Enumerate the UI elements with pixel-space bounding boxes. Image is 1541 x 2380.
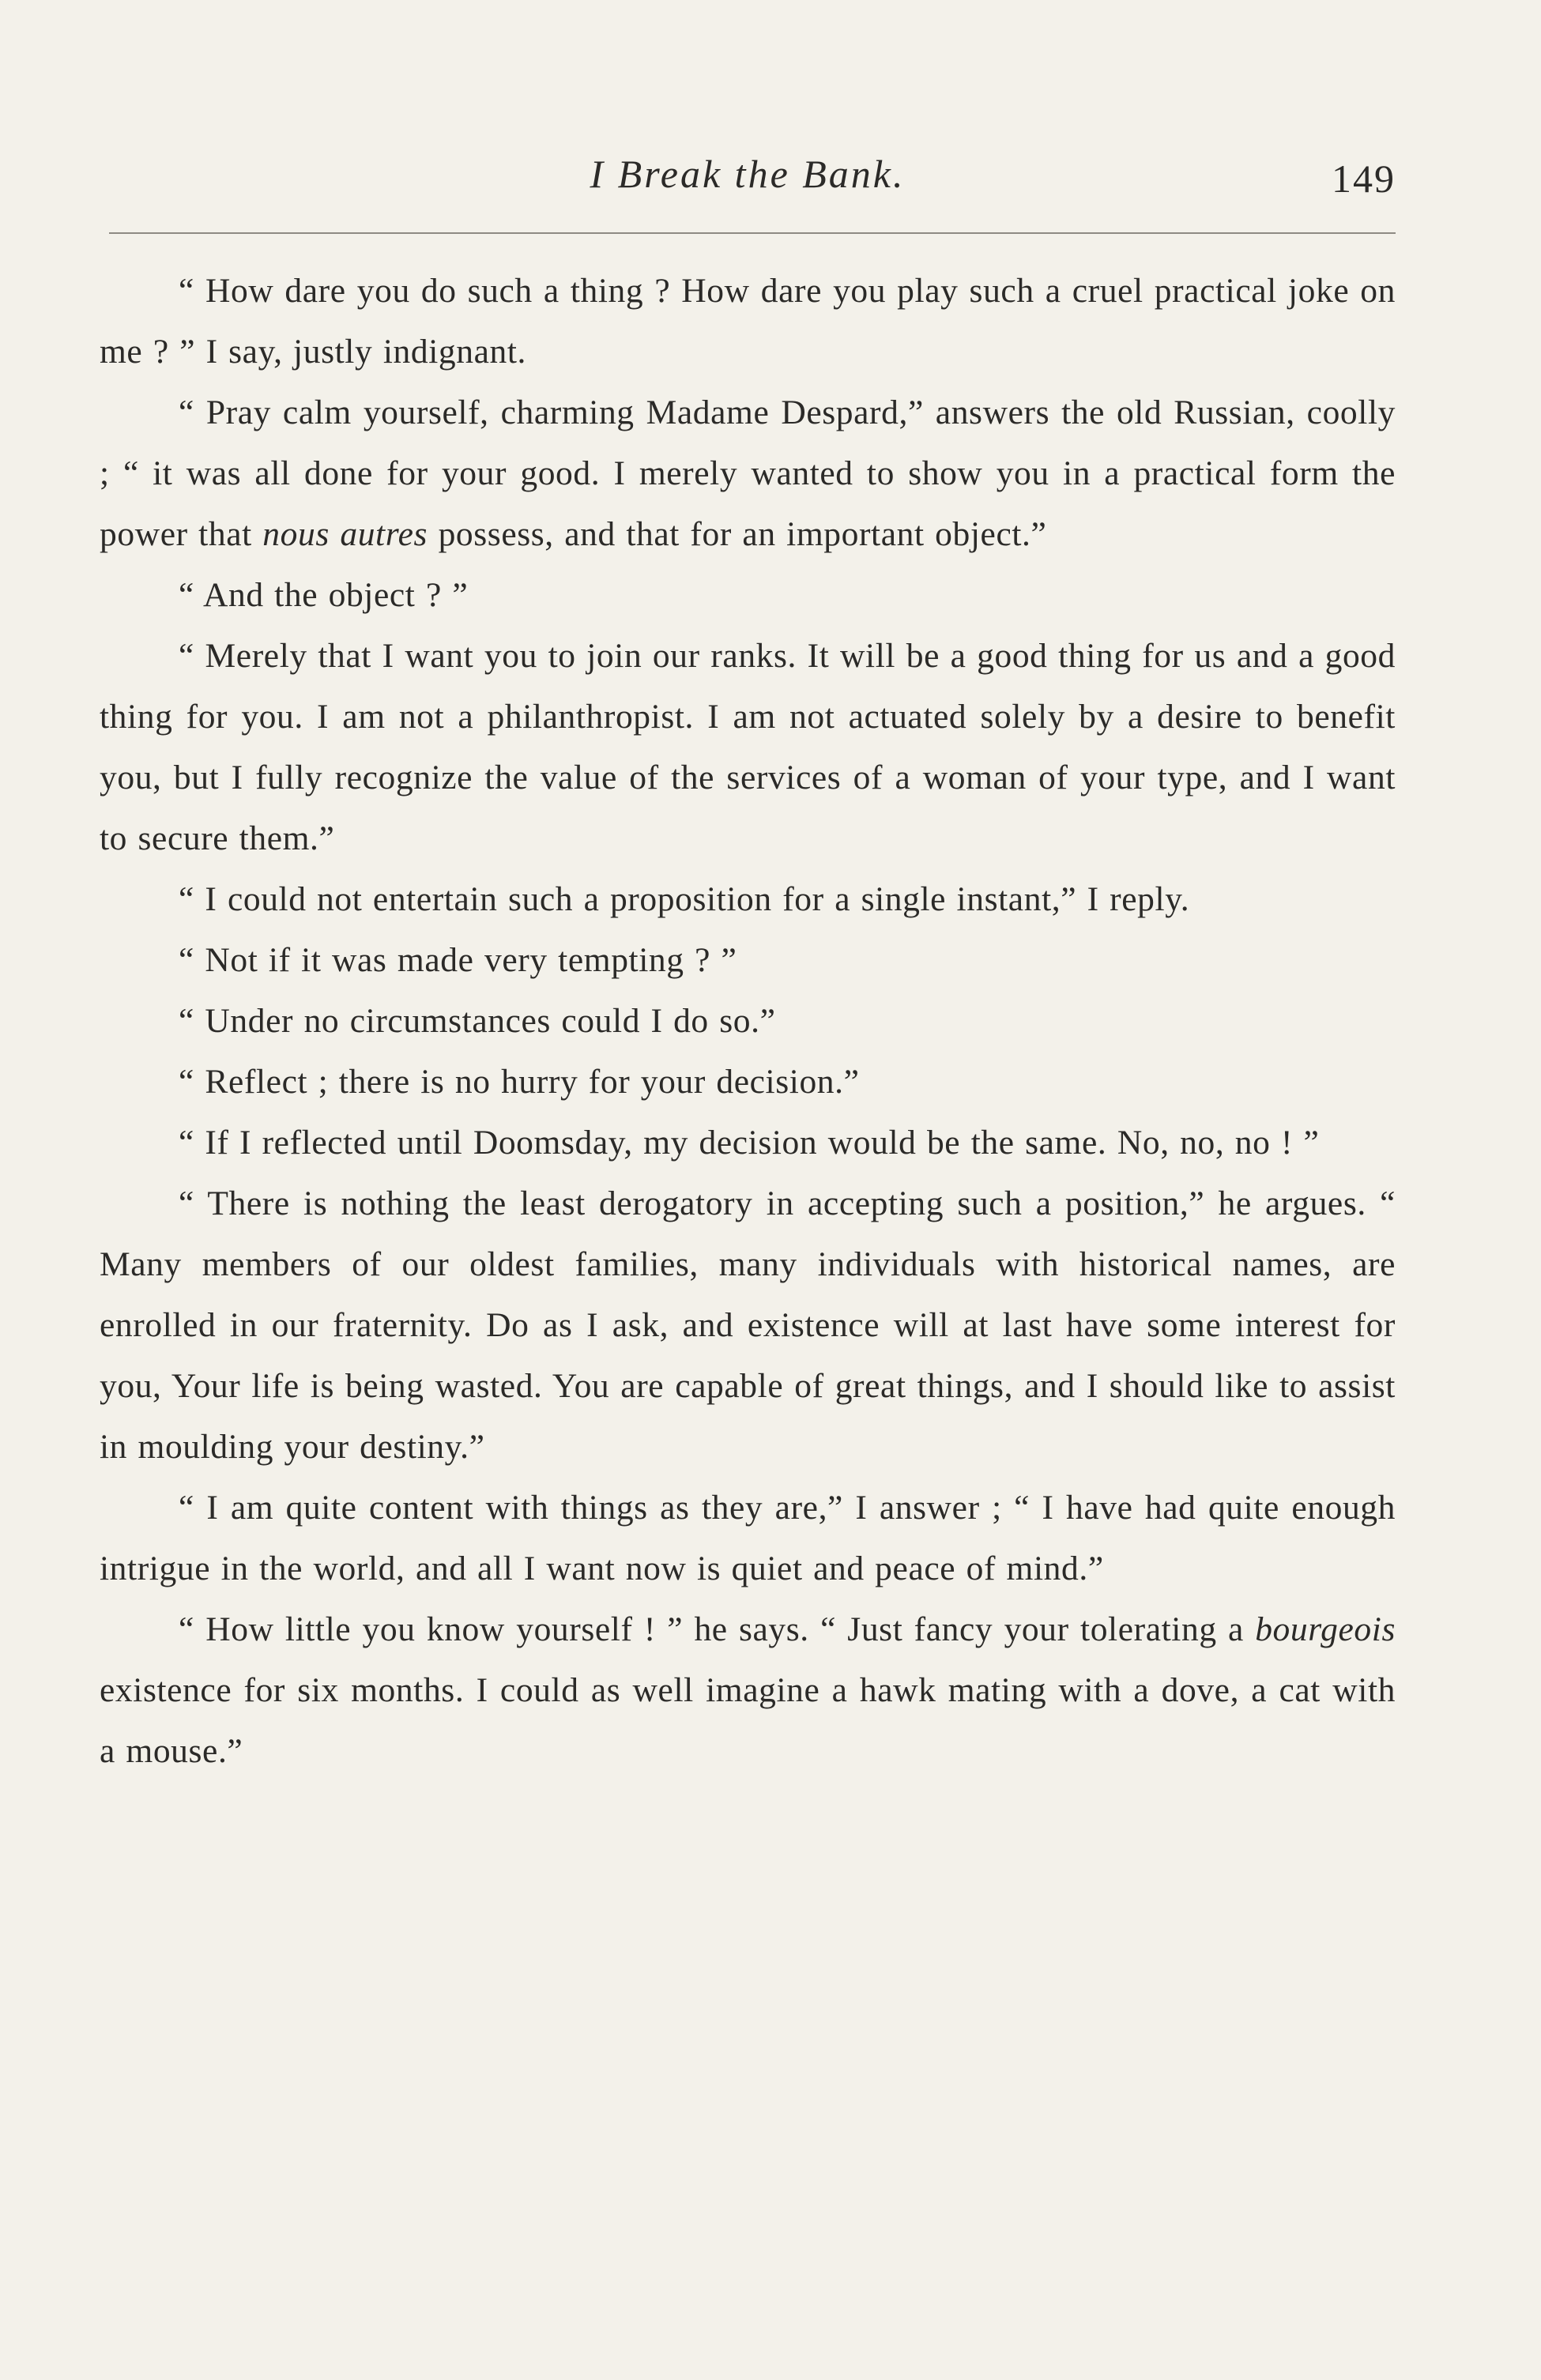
paragraph-text: “ Not if it was made very tempting ? ” [179,941,737,979]
paragraph [100,1113,1396,1173]
running-head [100,142,1396,205]
paragraph [100,626,1396,869]
page-number: 149 [1332,156,1396,201]
running-title: I Break the Bank. [590,152,906,196]
paragraph [100,1052,1396,1113]
paragraph-text: “ Merely that I want you to join our ranks. It will be a good thing for us and a good thing for you. I am not a philanthropist. I am not actuated solely by a desire to benefit you, but I fully recognize the value of the services of a woman of your type, and I want to secure them.” [100,637,1396,857]
italic-phrase: nous autres [262,515,428,553]
paragraph [100,930,1396,991]
italic-phrase: bourgeois [1255,1610,1396,1648]
paragraph [100,1478,1396,1599]
paragraph [100,565,1396,626]
paragraph-text: “ And the object ? ” [179,576,469,614]
paragraph [100,1599,1396,1782]
paragraph-text: “ If I reflected until Doomsday, my decision would be the same. No, no, no ! ” [179,1124,1320,1162]
header-rule [109,232,1396,234]
paragraph-text: “ How little you know yourself ! ” he says. “ Just fancy your tolerating a [179,1610,1256,1648]
paragraph-text: “ I could not entertain such a proposition for a single instant,” I reply. [179,880,1190,918]
paragraph [100,991,1396,1052]
paragraph-text: “ I am quite content with things as they are,” I answer ; “ I have had quite enough intrigue in the world, and all I want now is quiet and peace of mind.” [100,1489,1396,1587]
paragraph-text: existence for six months. I could as well imagine a hawk mating with a dove, a cat with a mouse.” [100,1671,1396,1770]
paragraph-text: “ There is nothing the least derogatory in accepting such a position,” he argues. “ Many members of our oldest families, many individuals with historical names, are enrolled in our fraternity. Do as I ask, and existence will at last have some interest for you, Your life is being wasted. You are capable of great things, and I should like to assist in moulding your destiny.” [100,1184,1396,1466]
paragraph [100,261,1396,382]
paragraph [100,382,1396,565]
paragraph-text: “ How dare you do such a thing ? How dare you play such a cruel practical joke on me ? ” I say, justly indignant. [100,272,1396,371]
paragraph [100,1173,1396,1478]
paragraph-text: “ Reflect ; there is no hurry for your decision.” [179,1063,860,1101]
paragraph-text: “ Under no circumstances could I do so.” [179,1002,776,1040]
body-text [100,261,1396,1782]
paragraph [100,869,1396,930]
paragraph-text: “ Pray calm yourself, charming Madame Despard,” answers the old Russian, coolly ; “ it was all done for your good. I merely wanted to show you in a practical form the power that [100,394,1396,553]
paragraph-text: possess, and that for an important object.” [428,515,1047,553]
